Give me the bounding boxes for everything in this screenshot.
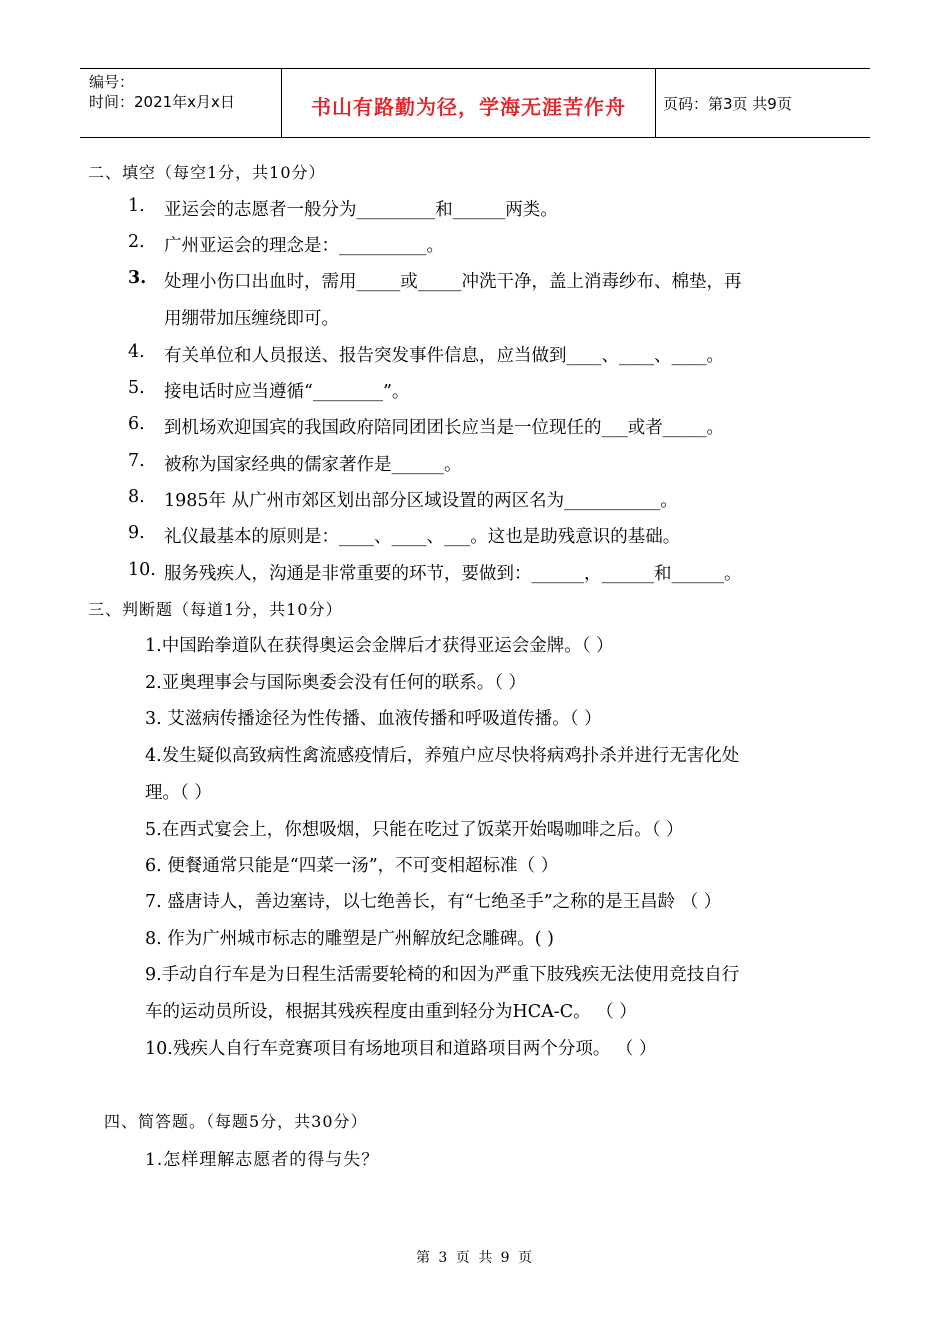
fill-question-continuation: 用绷带加压缠绕即可。 <box>164 309 339 329</box>
fill-question: 被称为国家经典的儒家著作是______。 <box>164 455 462 475</box>
fill-question: 接电话时应当遵循“________”。 <box>164 382 410 402</box>
page-footer: 第 3 页 共 9 页 <box>415 1250 535 1266</box>
judgement-question: 7. 盛唐诗人，善边塞诗，以七绝善长，有“七绝圣手”之称的是王昌龄 （ ） <box>145 892 722 912</box>
judgement-question: 2.亚奥理事会与国际奥委会没有任何的联系。（ ） <box>145 673 527 693</box>
time-label: 时间：2021年x月x日 <box>89 93 235 111</box>
judgement-question: 8. 作为广州城市标志的雕塑是广州解放纪念雕碑。( ) <box>145 929 554 949</box>
page-label: 页码：第3页 共9页 <box>663 95 792 113</box>
item-number: 8. <box>128 487 145 507</box>
page-header <box>80 68 870 138</box>
item-number: 6. <box>128 414 145 434</box>
fill-question: 亚运会的志愿者一般分为_________和______两类。 <box>164 200 558 220</box>
header-right-cell <box>655 69 870 137</box>
fill-question: 广州亚运会的理念是：__________。 <box>164 236 444 256</box>
section4-title: 四、简答题。（每题5分，共30分） <box>104 1112 368 1131</box>
judgement-question: 10.残疾人自行车竞赛项目有场地项目和道路项目两个分项。 （ ） <box>145 1039 657 1059</box>
judgement-question: 3. 艾滋病传播途径为性传播、血液传播和呼吸道传播。（ ） <box>145 709 602 729</box>
fill-question: 到机场欢迎国宾的我国政府陪同团团长应当是一位现任的___或者_____。 <box>164 418 724 438</box>
item-number: 2. <box>128 232 145 252</box>
judgement-question: 6. 便餐通常只能是“四菜一汤”，不可变相超标准（ ） <box>145 856 559 876</box>
judgement-question: 5.在西式宴会上，你想吸烟，只能在吃过了饭菜开始喝咖啡之后。（ ） <box>145 820 684 840</box>
fill-question: 服务残疾人，沟通是非常重要的环节，要做到：______，______和______。 <box>164 564 742 584</box>
fill-question: 礼仪最基本的原则是：____、____、___。这也是助残意识的基础。 <box>164 527 681 547</box>
section2-title: 二、填空（每空1分，共10分） <box>88 163 326 182</box>
judgement-question-continuation: 车的运动员所设，根据其残疾程度由重到轻分为HCA-C。 （ ） <box>145 1002 637 1022</box>
judgement-question: 9.手动自行车是为日程生活需要轮椅的和因为严重下肢残疾无法使用竞技自行 <box>145 965 740 985</box>
judgement-question: 1.中国跆拳道队在获得奥运会金牌后才获得亚运会金牌。（ ） <box>145 636 614 656</box>
header-left-cell <box>80 69 281 137</box>
judgement-question-continuation: 理。（ ） <box>145 783 212 803</box>
section3-title: 三、判断题（每道1分，共10分） <box>88 600 343 619</box>
judgement-question: 4.发生疑似高致病性禽流感疫情后，养殖户应尽快将病鸡扑杀并进行无害化处 <box>145 746 740 766</box>
item-number: 1. <box>128 196 145 216</box>
item-number: 10. <box>128 560 156 580</box>
motto: 书山有路勤为径，学海无涯苦作舟 <box>311 95 626 119</box>
fill-question: 有关单位和人员报送、报告突发事件信息，应当做到____、____、____。 <box>164 346 724 366</box>
fill-question: 处理小伤口出血时，需用_____或_____冲洗干净，盖上消毒纱布、棉垫，再 <box>164 272 742 292</box>
fill-question: 1985年 从广州市郊区划出部分区域设置的两区名为___________。 <box>164 491 678 511</box>
item-number: 5. <box>128 378 145 398</box>
short-answer-question: 1.怎样理解志愿者的得与失？ <box>145 1150 380 1170</box>
number-label: 编号： <box>89 73 135 91</box>
item-number: 4. <box>128 342 145 362</box>
item-number: 7. <box>128 451 145 471</box>
header-middle-cell <box>281 69 656 137</box>
item-number: 3. <box>128 268 147 288</box>
item-number: 9. <box>128 523 145 543</box>
